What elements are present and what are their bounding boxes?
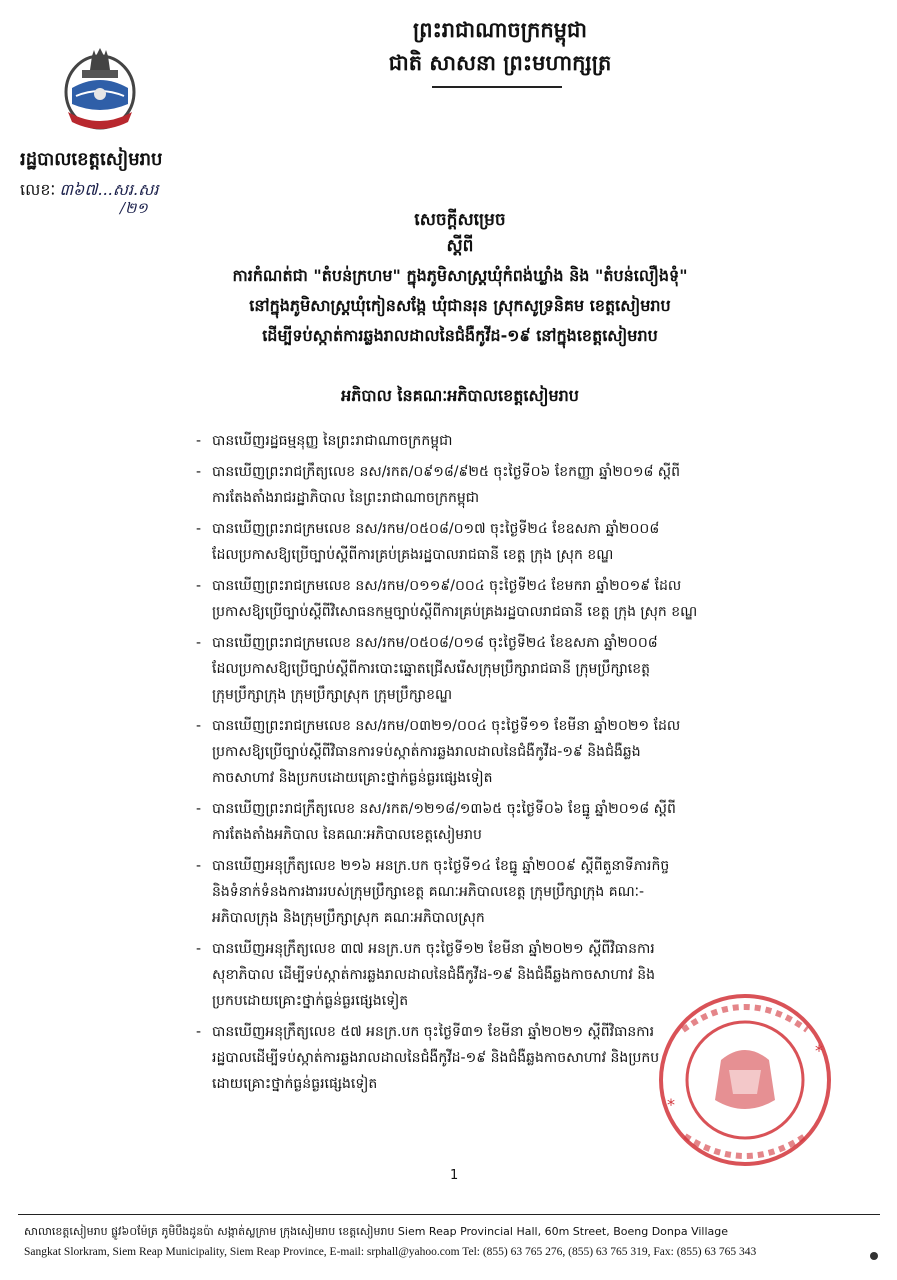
title-subject-line-3: ដើម្បីទប់ស្កាត់ការឆ្លងរាលដាលនៃជំងឺកូវីដ-១៩ នៅក្នុងខេត្តសៀមរាប: [262, 326, 658, 345]
list-item: - បានឃើញព្រះរាជក្រមលេខ នស/រកម/០៥០៨/០១៧ ចុះថ្ងៃទី២៤ ខែឧសភា ឆ្នាំ២០០៨ ដែលប្រកាសឱ្យប្រើច្បាប់ស្ដីពីការគ្រប់គ្រងរដ្ឋបាលរាជធានី ខេត្ត ក្រុង ស្រុក ខណ្ឌ: [196, 521, 660, 563]
title-subject-line-2: នៅក្នុងភូមិសាស្ត្រឃុំកៀនសង្កែ ឃុំជានរុន ស្រុកសូទ្រនិគម ខេត្តសៀមរាប: [249, 296, 671, 315]
footer-address-line-2: Sangkat Slorkram, Siem Reap Municipality, Siem Reap Province, E-mail: srphall@yahoo.com Tel: (855) 63 765 276, (855) 63 765 319, Fax: (855) 63 765 343: [24, 1246, 757, 1258]
national-motto: ជាតិ សាសនា ព្រះមហាក្សត្រ: [388, 51, 612, 75]
official-seal-stamp: [655, 990, 835, 1170]
list-item: - បានឃើញព្រះរាជក្រមលេខ នស/រកម/០៥០៨/០១៨ ចុះថ្ងៃទី២៤ ខែឧសភា ឆ្នាំ២០០៨ ដែលប្រកាសឱ្យប្រើច្បាប់ស្ដីពីការបោះឆ្នោតជ្រើសរើសក្រុមប្រឹក្សារាជធានី ក្រុមប្រឹក្សាខេត្ត ក្រុមប្រឹក្សាក្រុង ក្រុមប្រឹក្សាស្រុក ក្រុមប្រឹក្សាខណ្ឌ: [196, 635, 658, 703]
corner-ink-mark: [870, 1252, 878, 1260]
title-decision: សេចក្ដីសម្រេច: [414, 210, 506, 230]
title-subject-line-1: ការកំណត់ជា "តំបន់ក្រហម" ក្នុងភូមិសាស្ត្រឃុំកំពង់ឃ្លាំង និង "តំបន់លឿងទុំ": [232, 266, 688, 285]
footer-divider: [18, 1214, 880, 1215]
list-item: - បានឃើញអនុក្រឹត្យលេខ ៥៧ អនក្រ.បក ចុះថ្ងៃទី៣១ ខែមីនា ឆ្នាំ២០២១ ស្ដីពីវិធានការ រដ្ឋបាលដើម្បីទប់ស្កាត់ការឆ្លងរាលដាលនៃជំងឺកូវីដ-១៩ និងជំងឺឆ្លងកាចសាហាវ និងប្រកប ដោយគ្រោះថ្នាក់ធ្ងន់ធ្ងរផ្សេងទៀត: [196, 1024, 660, 1092]
kingdom-header: [300, 14, 700, 80]
title-regarding: ស្ដីពី: [446, 236, 474, 256]
footer: [24, 1222, 884, 1262]
motto-divider: [432, 86, 562, 88]
reference-label: លេខៈ: [20, 180, 56, 199]
reference-number: ៣៦៧...សរ.សរ: [59, 180, 159, 199]
kingdom-name: ព្រះរាជាណាចក្រកម្ពុជា: [412, 18, 587, 42]
footer-address-line-1: សាលាខេត្តសៀមរាប ផ្លូវ៦០ម៉ែត្រ ភូមិបឹងដូនប៉ា សង្កាត់ស្លក្រាម ក្រុងសៀមរាប ខេត្តសៀមរាប Siem Reap Provincial Hall, 60m Street, Boeng Donpa Village: [24, 1225, 729, 1238]
siem-reap-emblem-logo: [58, 46, 142, 136]
governor-heading: អភិបាល នៃគណៈអភិបាលខេត្តសៀមរាប: [341, 386, 579, 405]
list-item: - បានឃើញព្រះរាជក្រឹត្យលេខ នស/រកត/១២១៨/១៣៦៥ ចុះថ្ងៃទី០៦ ខែធ្នូ ឆ្នាំ២០១៨ ស្ដីពី ការតែងតាំងអភិបាល នៃគណៈអភិបាលខេត្តសៀមរាប: [196, 801, 676, 843]
svg-text:*: *: [667, 1095, 675, 1114]
list-item: - បានឃើញរដ្ឋធម្មនុញ្ញ នៃព្រះរាជាណាចក្រកម្ពុជា: [196, 433, 453, 449]
list-item: - បានឃើញព្រះរាជក្រមលេខ នស/រកម/០១១៩/០០៤ ចុះថ្ងៃទី២៤ ខែមករា ឆ្នាំ២០១៩ ដែល ប្រកាសឱ្យប្រើច្បាប់ស្ដីពីវិសោធនកម្មច្បាប់ស្ដីពីការគ្រប់គ្រងរដ្ឋបាលរាជធានី ខេត្ត ក្រុង ស្រុក ខណ្ឌ: [196, 578, 698, 620]
list-item: - បានឃើញអនុក្រឹត្យលេខ ៣៧ អនក្រ.បក ចុះថ្ងៃទី១២ ខែមីនា ឆ្នាំ២០២១ ស្ដីពីវិធានការ សុខាភិបាល ដើម្បីទប់ស្កាត់ការឆ្លងរាលដាលនៃជំងឺកូវីដ-១៩ និងជំងឺឆ្លងកាចសាហាវ និង ប្រកបដោយគ្រោះថ្នាក់ធ្ងន់ធ្ងរផ្សេងទៀត: [196, 941, 655, 1009]
document-title: [120, 207, 800, 351]
reference-year: /២១: [120, 199, 148, 217]
list-item: - បានឃើញព្រះរាជក្រមលេខ នស/រកម/០៣២១/០០៤ ចុះថ្ងៃទី១១ ខែមីនា ឆ្នាំ២០២១ ដែល ប្រកាសឱ្យប្រើច្បាប់ស្ដីពីវិធានការទប់ស្កាត់ការឆ្លងរាលដាលនៃជំងឺកូវីដ-១៩ និងជំងឺឆ្លង កាចសាហាវ និងប្រកបដោយគ្រោះថ្នាក់ធ្ងន់ធ្ងរផ្សេងទៀត: [196, 718, 681, 786]
issuing-authority: រដ្ឋបាលខេត្តសៀមរាប: [20, 149, 163, 170]
list-item: - បានឃើញអនុក្រឹត្យលេខ ២១៦ អនក្រ.បក ចុះថ្ងៃទី១៤ ខែធ្នូ ឆ្នាំ២០០៩ ស្ដីពីតួនាទីភារកិច្ច និងទំនាក់ទំនងការងាររបស់ក្រុមប្រឹក្សាខេត្ត គណៈអភិបាលខេត្ត ក្រុមប្រឹក្សាក្រុង គណៈ- អភិបាលក្រុង និងក្រុមប្រឹក្សាស្រុក គណៈអភិបាលស្រុក: [196, 858, 670, 926]
list-item: - បានឃើញព្រះរាជក្រឹត្យលេខ នស/រកត/០៩១៨/៩២៥ ចុះថ្ងៃទី០៦ ខែកញ្ញា ឆ្នាំ២០១៨ ស្ដីពី ការតែងតាំងរាជរដ្ឋាភិបាល នៃព្រះរាជាណាចក្រកម្ពុជា: [196, 464, 681, 506]
page-number: 1: [450, 1168, 459, 1183]
svg-text:*: *: [815, 1041, 823, 1060]
